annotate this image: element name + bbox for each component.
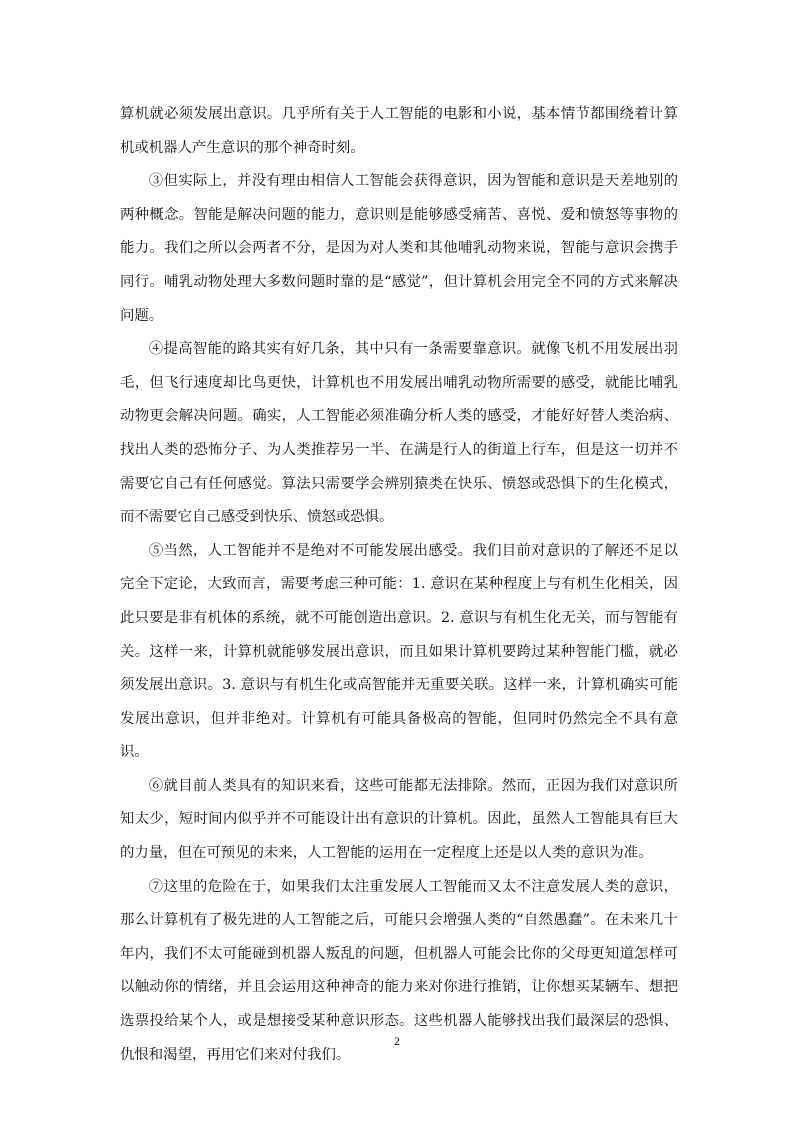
paragraph-7: ⑦这里的危险在于，如果我们太注重发展人工智能而又太不注意发展人类的意识，那么计算机有了极先进的人工智能之后，可能只会增强人类的“自然愚蠢”。在未来几十年内，我们不太可能碰到机器人叛乱的问题，但机器人可能会比你的父母更知道怎样可以触动你的情绪，并且会运用这种神奇的能力来对你进行推销，让你想买某辆车、想把选票投给某个人，或是想接受某种意识形态。这些机器人能够找出我们最深层的恐惧、仇恨和渴望，再用它们来对付我们。 [120,878,678,1063]
paragraph-3: ③但实际上，并没有理由相信人工智能会获得意识，因为智能和意识是天差地别的两种概念。智能是解决问题的能力，意识则是能够感受痛苦、喜悦、爱和愤怒等事物的能力。我们之所以会两者不分，是因为对人类和其他哺乳动物来说，智能与意识会携手同行。哺乳动物处理大多数问题时靠的是“感觉”，但计算机会用完全不同的方式来解决问题。 [120,173,678,324]
paragraph-6: ⑥就目前人类具有的知识来看，这些可能都无法排除。然而，正因为我们对意识所知太少，短时间内似乎并不可能设计出有意识的计算机。因此，虽然人工智能具有巨大的力量，但在可预见的未来，人工智能的运用在一定程度上还是以人类的意识为准。 [120,777,678,862]
page-number: 2 [394,1034,400,1048]
paragraph-5: ⑤当然，人工智能并不是绝对不可能发展出感受。我们目前对意识的了解还不足以完全下定论，大致而言，需要考虑三种可能：1. 意识在某种程度上与有机生化相关，因此只要是非有机体的系统，就不可能创造出意识。2. 意识与有机生化无关，而与智能有关。这样一来，计算机就能够发展出意识，而且如果计算机要跨过某种智能门槛，就必须发展出意识。3. 意识与有机生化或高智能并无重要关联。这样一来，计算机确实可能发展出意识，但并非绝对。计算机有可能具备极高的智能，但同时仍然完全不具有意识。 [120,542,678,761]
document-body [120,98,678,1072]
paragraph-continuation: 算机就必须发展出意识。几乎所有关于人工智能的电影和小说，基本情节都围绕着计算机或机器人产生意识的那个神奇时刻。 [120,106,678,156]
paragraph-4: ④提高智能的路其实有好几条，其中只有一条需要靠意识。就像飞机不用发展出羽毛，但飞行速度却比鸟更快，计算机也不用发展出哺乳动物所需要的感受，就能比哺乳动物更会解决问题。确实，人工智能必须准确分析人类的感受，才能好好替人类治病、找出人类的恐怖分子、为人类推荐另一半、在满是行人的街道上行车，但是这一切并不需要它自己有任何感觉。算法只需要学会辨别猿类在快乐、愤怒或恐惧下的生化模式，而不需要它自己感受到快乐、愤怒或恐惧。 [120,341,678,526]
